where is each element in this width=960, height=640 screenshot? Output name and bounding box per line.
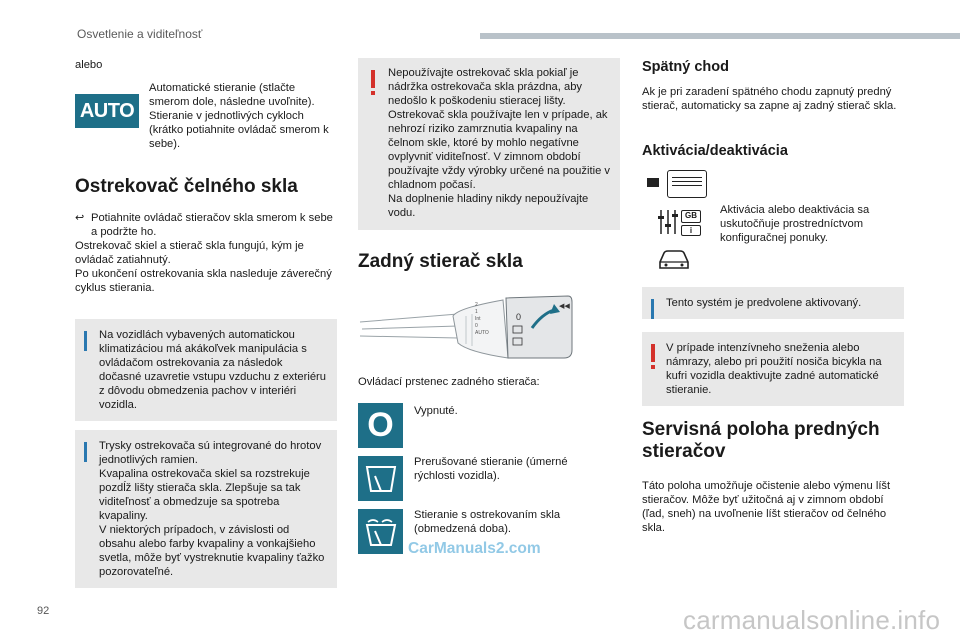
washer-p1: Ostrekovač skiel a stierač skla fungujú, kým je ovládač zatiahnutý. [75, 240, 304, 266]
option-off-text: Vypnuté. [414, 405, 458, 417]
activation-text: Aktivácia alebo deaktivácia sa uskutočňuje prostredníctvom konfiguračnej ponuky. [720, 204, 870, 244]
info-default-text: Tento systém je predvolene aktivovaný. [666, 297, 862, 309]
warning-icon [651, 344, 655, 362]
service-heading: Servisná poloha predných stieračov [642, 419, 880, 462]
activation-icons [642, 170, 708, 276]
washer-heading: Ostrekovač čelného skla [75, 176, 298, 197]
reverse-text: Ak je pri zaradení spätného chodu zapnutý predný stierač, automaticky sa zapne aj zadný stierač skla. [642, 86, 897, 112]
column-3 [642, 58, 904, 535]
wiper-stalk-illustration [358, 288, 620, 368]
option-intermittent-text: Prerušované stieranie (úmerné rýchlosti vozidla). [414, 456, 568, 482]
warning-snow-text: V prípade intenzívneho sneženia alebo námrazy, alebo pri použití nosiča bicykla na kufri vozidla deaktivujte zadné automatické stieranie. [666, 342, 882, 396]
warning-box-washer [358, 58, 620, 230]
auto-icon [75, 94, 139, 128]
rewind-icon: ◀◀ [559, 303, 570, 310]
intermittent-wiper-icon [358, 456, 403, 501]
washer-p2: Po ukončení ostrekovania skla nasleduje záverečný cyklus stierania. [75, 268, 332, 294]
watermark: CarManuals2.com [408, 540, 541, 557]
option-off-row [358, 403, 620, 448]
warning-icon [371, 70, 375, 88]
off-icon [358, 403, 403, 448]
warning-washer-l1: Nepoužívajte ostrekovač skla pokiaľ je nádržka ostrekovača skla prázdna, aby nedošlo k poškodeniu stieracej lišty. [388, 67, 583, 107]
stalk-marks [475, 302, 489, 337]
arrow-bullet-icon: ↩ [75, 212, 85, 224]
info-nozzles-l2: Kvapalina ostrekovača skiel sa rozstrekuje pozdĺž lišty stierača skla. Zlepšuje sa tak viditeľnosť a obmedzuje sa spotreba kvapaliny. [99, 468, 310, 522]
washer-bullet-row [75, 211, 337, 239]
column-2 [358, 58, 620, 554]
stalk-mark: AUTO [475, 330, 489, 336]
info-box-nozzles [75, 430, 337, 588]
section-title: Osvetlenie a viditeľnosť [77, 27, 203, 41]
page-number: 92 [37, 605, 50, 617]
warning-washer-l3: Na doplnenie hladiny nikdy nepoužívajte vodu. [388, 193, 589, 219]
auto-row [75, 81, 337, 151]
service-text: Táto poloha umožňuje očistenie alebo výmenu líšt stieračov. Môže byť užitočná aj v zimnom období (ľad, sneh) na uvoľnenie líšt stieračov od čelného skla. [642, 480, 891, 534]
stalk-mark: Int [475, 316, 481, 322]
gb-label: GB [685, 211, 697, 220]
warning-washer-l2: Ostrekovač skla používajte len v prípade, ak nehrozí riziko zamrznutia kvapaliny na čelnom skle, ktoré by mohlo negatívne ovplyvniť viditeľnosť. V zimnom období používajte vždy výrobky určené na použitie v chladnom počasí. [388, 109, 611, 191]
wiper-stalk-drawing [358, 288, 620, 368]
car-icon [656, 248, 692, 277]
activation-heading: Aktivácia/deaktivácia [642, 143, 788, 159]
washer-bullet: Potiahnite ovládač stieračov skla smerom k sebe a podržte ho. [91, 212, 333, 238]
activation-row [642, 170, 904, 276]
info-nozzles-l1: Trysky ostrekovača sú integrované do hrotov jednotlivých ramien. [99, 440, 322, 466]
settings-sliders-icon [657, 210, 679, 232]
option-intermittent-row [358, 456, 620, 501]
auto-icon-label: AUTO [79, 99, 135, 122]
option-wash-text: Stieranie s ostrekovaním skla (obmedzená doba). [414, 509, 561, 535]
display-menu-icon [667, 170, 707, 198]
auto-desc: Automatické stieranie (stlačte smerom dole, následne uvoľnite). Stieranie v jednotlivých cykloch (krátko potiahnite ovládač smerom k sebe). [149, 82, 329, 150]
stalk-mark: 1 [475, 309, 478, 315]
info-icon [84, 331, 87, 351]
wash-wiper-icon [358, 509, 403, 554]
info-climate-text: Na vozidlách vybavených automatickou klimatizáciou má akákoľvek manipulácia s ovládačom ostrekovania za následok dočasné uzavretie vstupu vzduchu z exteriéru z dôvodu obmedzenia pachov v interiéri vozidla. [99, 329, 326, 411]
screen-base-icon [647, 178, 659, 187]
language-gb-icon [681, 210, 701, 223]
stalk-caption: Ovládací prstenec zadného stierača: [358, 376, 540, 388]
info-icon [84, 442, 87, 462]
footer-watermark: carmanualsonline.info [683, 605, 941, 635]
off-symbol: 0 [516, 312, 522, 322]
header-bar [480, 33, 960, 39]
rear-wiper-heading: Zadný stierač skla [358, 251, 523, 272]
stalk-mark: 0 [475, 323, 478, 329]
off-icon-label: O [367, 406, 394, 444]
warning-box-snow [642, 332, 904, 406]
stalk-mark: 2 [475, 302, 478, 308]
alebo-text: alebo [75, 59, 103, 71]
reverse-heading: Spätný chod [642, 59, 730, 75]
info-icon [651, 299, 654, 319]
info-box-default [642, 287, 904, 319]
info-i-icon: i [681, 225, 701, 236]
info-box-climate [75, 319, 337, 421]
info-nozzles-l3: V niektorých prípadoch, v závislosti od obsahu alebo farby kvapaliny a vonkajšieho svetla, môže byť vystreknutie kvapaliny ťažko pozorovateľné. [99, 524, 325, 578]
column-1 [75, 58, 337, 588]
